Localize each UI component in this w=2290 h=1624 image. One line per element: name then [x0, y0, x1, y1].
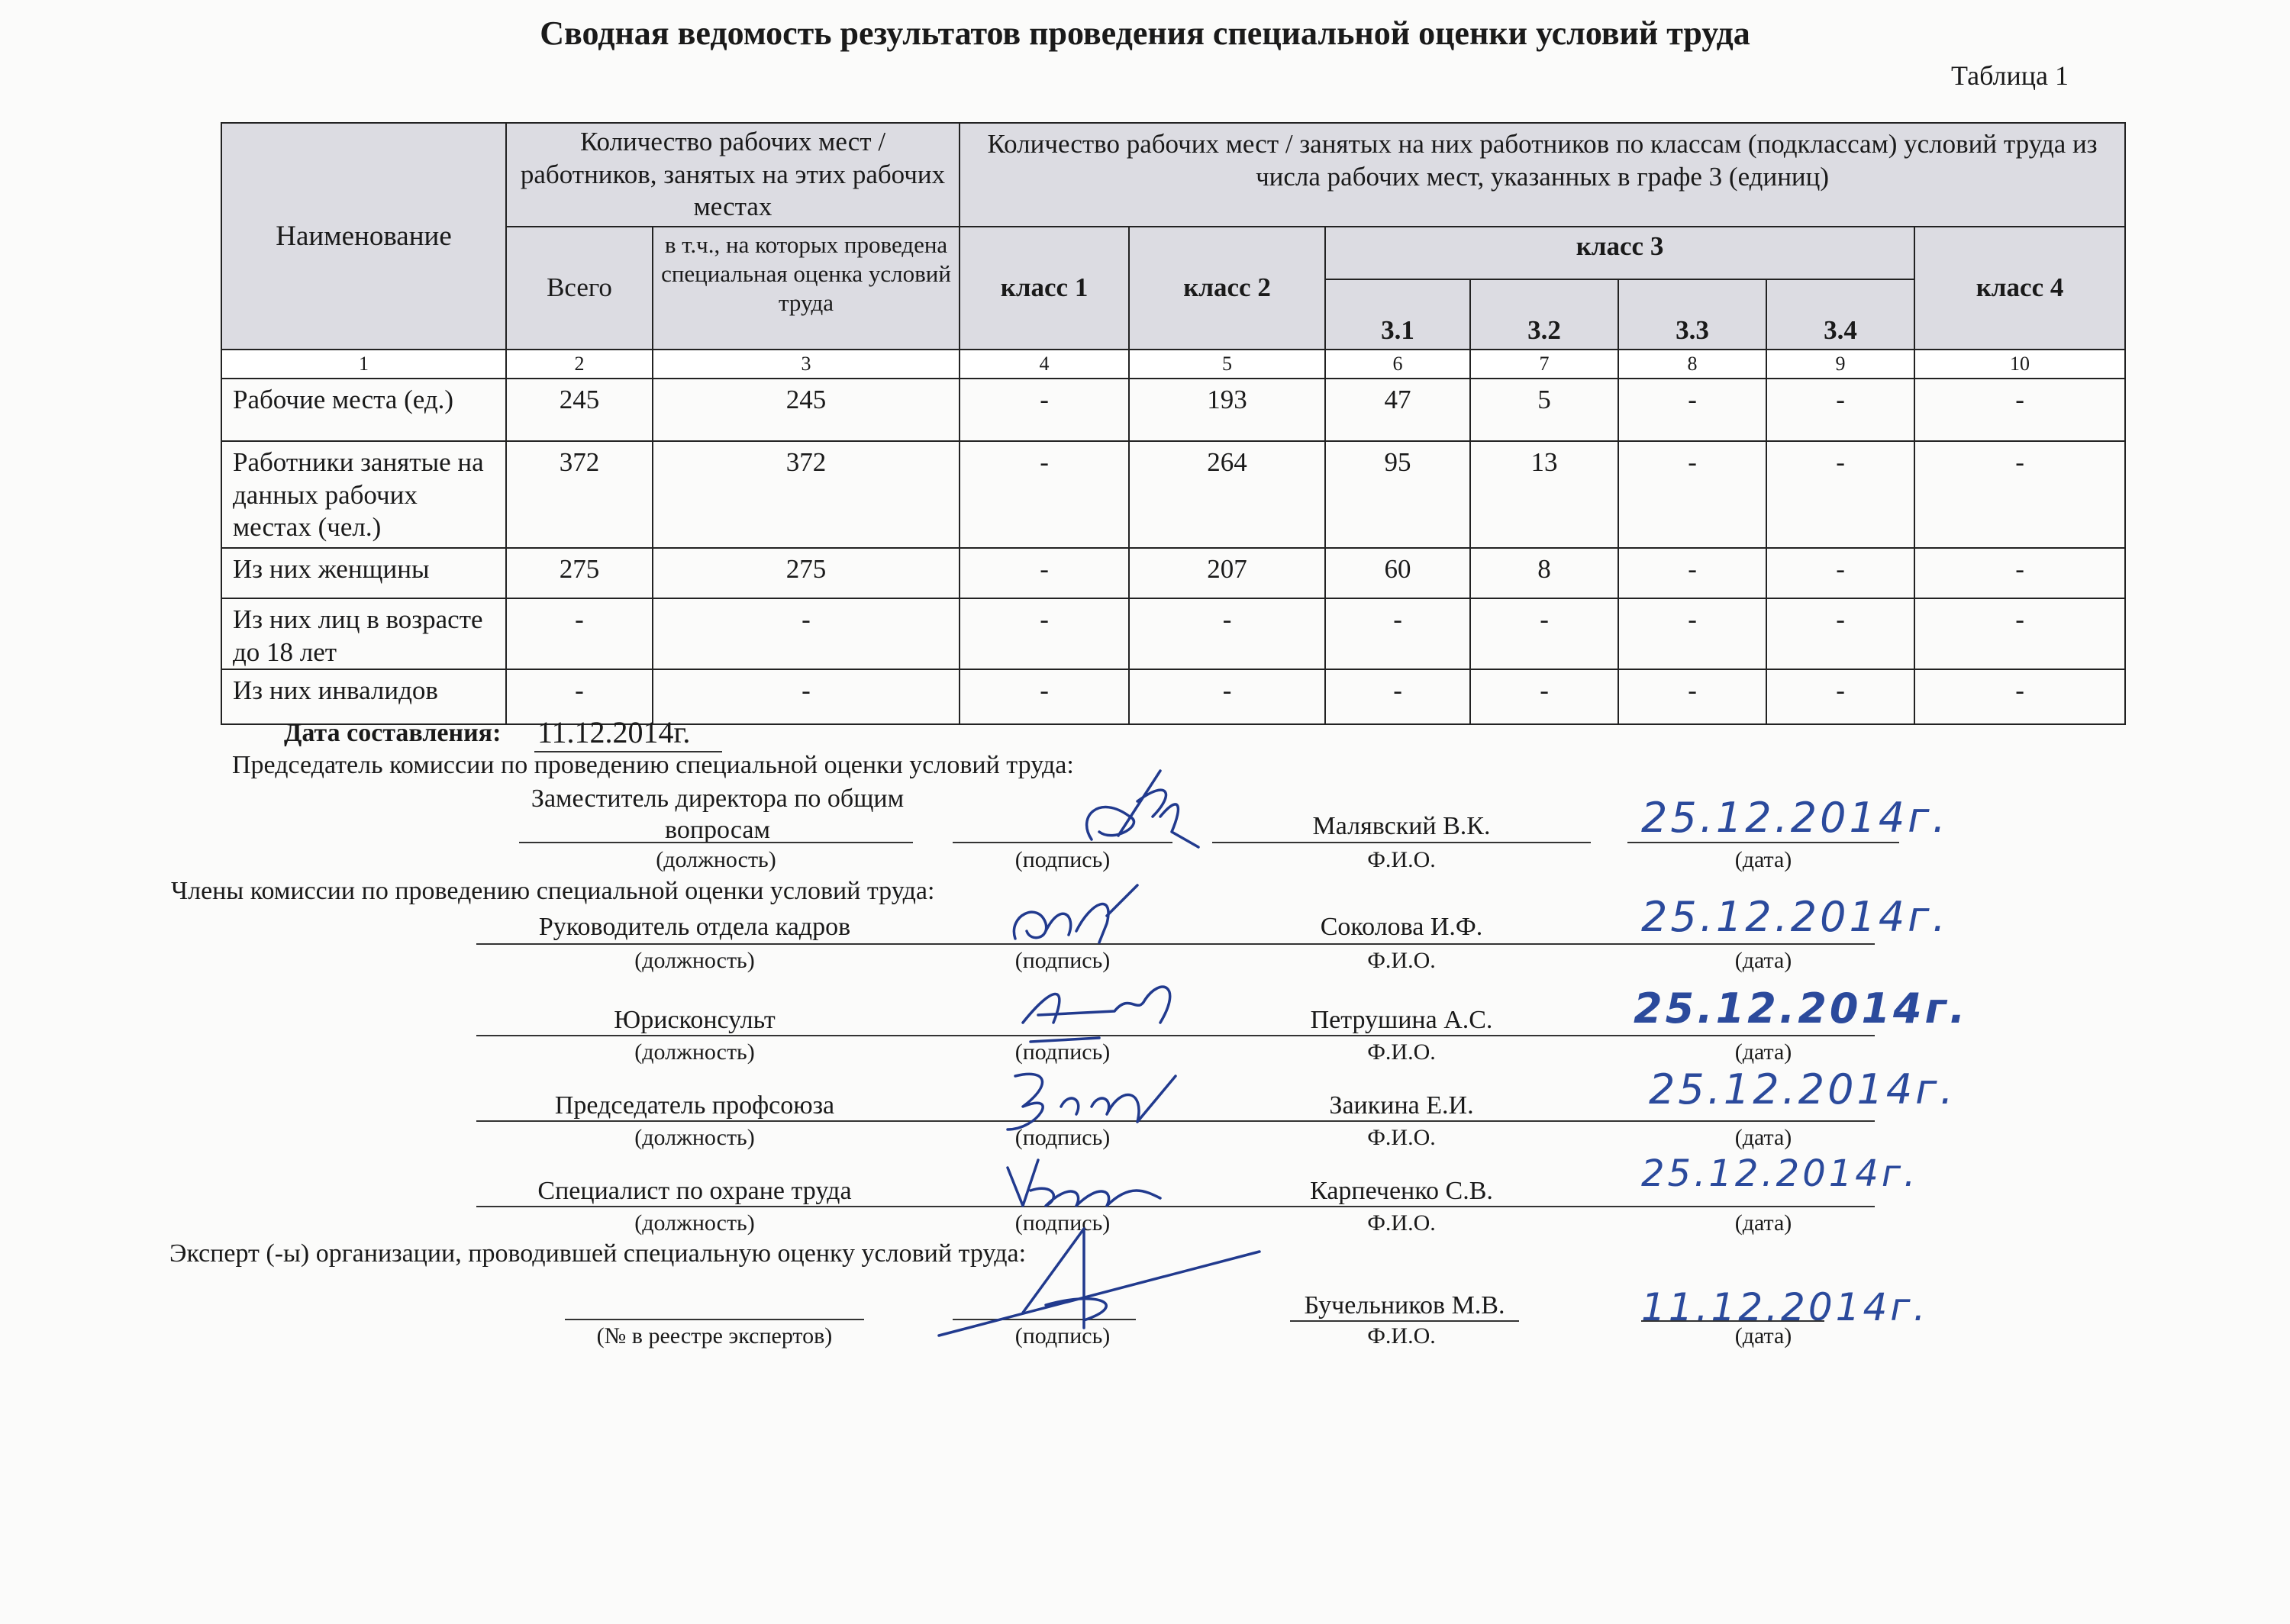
member-name: Соколова И.Ф. [1320, 913, 1483, 941]
member-date: 25.12.2014г. [1641, 1152, 1919, 1195]
table-cell: - [653, 598, 960, 669]
table-cell: 60 [1325, 548, 1470, 598]
table-cell: - [960, 441, 1129, 548]
table-row [221, 548, 2125, 598]
caption-position: (должность) [656, 847, 776, 872]
caption-position: (должность) [634, 1125, 755, 1150]
chairman-heading: Председатель комиссии по проведению специальной оценки условий труда: [232, 751, 1074, 779]
caption-position: (должность) [634, 948, 755, 973]
table-cell: - [1325, 598, 1470, 669]
table-cell: - [1129, 669, 1325, 724]
table-row [221, 379, 2125, 441]
caption-date: (дата) [1734, 1039, 1792, 1065]
table-cell: - [1618, 598, 1766, 669]
table-cell: - [1766, 441, 1914, 548]
caption-fio: Ф.И.О. [1367, 1210, 1436, 1236]
member-position: Специалист по охране труда [537, 1177, 852, 1205]
header-class1: класс 1 [960, 227, 1129, 350]
compiled-date: 11.12.2014г. [537, 715, 691, 749]
table-cell: - [960, 598, 1129, 669]
caption-date: (дата) [1734, 1125, 1792, 1150]
member-name: Петрушина А.С. [1310, 1006, 1493, 1034]
column-number: 9 [1766, 350, 1914, 379]
caption-fio: Ф.И.О. [1367, 948, 1436, 973]
caption-fio: Ф.И.О. [1367, 847, 1436, 872]
table-cell: - [1766, 379, 1914, 441]
summary-table [221, 122, 2126, 725]
compiled-label: Дата составления: [284, 719, 502, 747]
caption-signature: (подпись) [1014, 847, 1111, 872]
table-cell: - [960, 548, 1129, 598]
table-cell: 372 [506, 441, 653, 548]
member-date: 25.12.2014г. [1634, 984, 1969, 1033]
table-cell: - [1766, 548, 1914, 598]
table-cell: 207 [1129, 548, 1325, 598]
table-cell: - [1914, 548, 2125, 598]
table-cell: - [1618, 548, 1766, 598]
member-date: 25.12.2014г. [1641, 893, 1949, 941]
member-position: Руководитель отдела кадров [538, 913, 851, 941]
table-cell: - [1325, 669, 1470, 724]
member-date: 25.12.2014г. [1649, 1065, 1956, 1113]
row-name: Из них женщины [221, 548, 506, 598]
caption-registry: (№ в реестре экспертов) [596, 1323, 833, 1348]
caption-fio: Ф.И.О. [1367, 1125, 1436, 1150]
table-row [221, 598, 2125, 669]
caption-signature: (подпись) [1014, 1125, 1111, 1150]
chairman-signature [1046, 748, 1221, 862]
table-cell: 245 [506, 379, 653, 441]
caption-position: (должность) [634, 1039, 755, 1065]
row-name: Из них лиц в возрасте до 18 лет [221, 598, 506, 669]
table-cell: - [1914, 669, 2125, 724]
caption-fio: Ф.И.О. [1367, 1323, 1436, 1348]
document-title: Сводная ведомость результатов проведения специальной оценки условий труда [540, 14, 1750, 52]
table-cell: 13 [1470, 441, 1618, 548]
members-heading: Члены комиссии по проведению специальной оценки условий труда: [171, 877, 935, 905]
table-cell: - [1470, 669, 1618, 724]
table-cell: - [653, 669, 960, 724]
table-cell: 245 [653, 379, 960, 441]
expert-date: 11.12.2014г. [1641, 1285, 1929, 1329]
member-position: Юрисконсульт [614, 1006, 776, 1034]
column-number: 8 [1618, 350, 1766, 379]
column-number: 6 [1325, 350, 1470, 379]
table-row [221, 669, 2125, 724]
member-signature [1000, 870, 1153, 954]
caption-signature: (подпись) [1014, 1039, 1111, 1065]
header-name: Наименование [221, 123, 506, 350]
column-number: 10 [1914, 350, 2125, 379]
header-classes-group: Количество рабочих мест / занятых на них работников по классам (подклассам) условий труда из числа рабочих мест, указанных в графе 3 (единиц) [960, 123, 2125, 227]
table-cell: - [1618, 669, 1766, 724]
caption-signature: (подпись) [1014, 948, 1111, 973]
table-cell: - [1618, 379, 1766, 441]
table-cell: 8 [1470, 548, 1618, 598]
caption-fio: Ф.И.О. [1367, 1039, 1436, 1065]
caption-date: (дата) [1734, 1323, 1792, 1348]
column-number: 1 [221, 350, 506, 379]
header-subclass-3-4: 3.4 [1766, 279, 1914, 350]
table-cell: 95 [1325, 441, 1470, 548]
header-class4: класс 4 [1914, 227, 2125, 350]
table-cell: 275 [506, 548, 653, 598]
table-cell: - [1766, 669, 1914, 724]
caption-date: (дата) [1734, 1210, 1792, 1236]
column-number: 5 [1129, 350, 1325, 379]
table-cell: - [506, 669, 653, 724]
table-cell: - [1914, 379, 2125, 441]
column-numbers-row [221, 350, 2125, 379]
table-row [221, 441, 2125, 548]
caption-date: (дата) [1734, 847, 1792, 872]
table-cell: - [1470, 598, 1618, 669]
header-total: Всего [506, 227, 653, 350]
table-cell: 5 [1470, 379, 1618, 441]
table-cell: - [960, 379, 1129, 441]
column-number: 3 [653, 350, 960, 379]
table-cell: - [1914, 598, 2125, 669]
chairman-name: Малявский В.К. [1312, 812, 1491, 840]
table-number: Таблица 1 [1951, 60, 2069, 91]
table-cell: - [1618, 441, 1766, 548]
table-cell: 275 [653, 548, 960, 598]
header-subclass-3-3: 3.3 [1618, 279, 1766, 350]
table-cell: 372 [653, 441, 960, 548]
column-number: 4 [960, 350, 1129, 379]
row-name: Из них инвалидов [221, 669, 506, 724]
header-class2: класс 2 [1129, 227, 1325, 350]
column-number: 7 [1470, 350, 1618, 379]
caption-date: (дата) [1734, 948, 1792, 973]
header-workplaces-group: Количество рабочих мест / работников, занятых на этих рабочих местах [506, 123, 960, 227]
member-name: Карпеченко С.В. [1310, 1177, 1493, 1205]
table-cell: 47 [1325, 379, 1470, 441]
header-subclass-3-1: 3.1 [1325, 279, 1470, 350]
caption-signature: (подпись) [1014, 1323, 1111, 1348]
header-assessed: в т.ч., на которых проведена специальная оценка условий труда [653, 227, 960, 350]
table-cell: - [1129, 598, 1325, 669]
member-name: Заикина Е.И. [1329, 1091, 1474, 1120]
header-class3: класс 3 [1325, 227, 1914, 279]
member-position: Председатель профсоюза [554, 1091, 835, 1120]
expert-name: Бучельников М.В. [1304, 1291, 1505, 1320]
table-cell: - [1766, 598, 1914, 669]
caption-position: (должность) [634, 1210, 755, 1236]
caption-signature: (подпись) [1014, 1210, 1111, 1236]
table-cell: - [1914, 441, 2125, 548]
table-cell: - [960, 669, 1129, 724]
chairman-position: Заместитель директора по общим вопросам [531, 785, 905, 845]
table-cell: - [506, 598, 653, 669]
row-name: Рабочие места (ед.) [221, 379, 506, 441]
expert-heading: Эксперт (-ы) организации, проводившей специальную оценку условий труда: [169, 1239, 1027, 1268]
table-cell: 193 [1129, 379, 1325, 441]
table-cell: 264 [1129, 441, 1325, 548]
header-subclass-3-2: 3.2 [1470, 279, 1618, 350]
chairman-date: 25.12.2014г. [1641, 794, 1949, 842]
row-name: Работники занятые на данных рабочих местах (чел.) [221, 441, 506, 548]
column-number: 2 [506, 350, 653, 379]
